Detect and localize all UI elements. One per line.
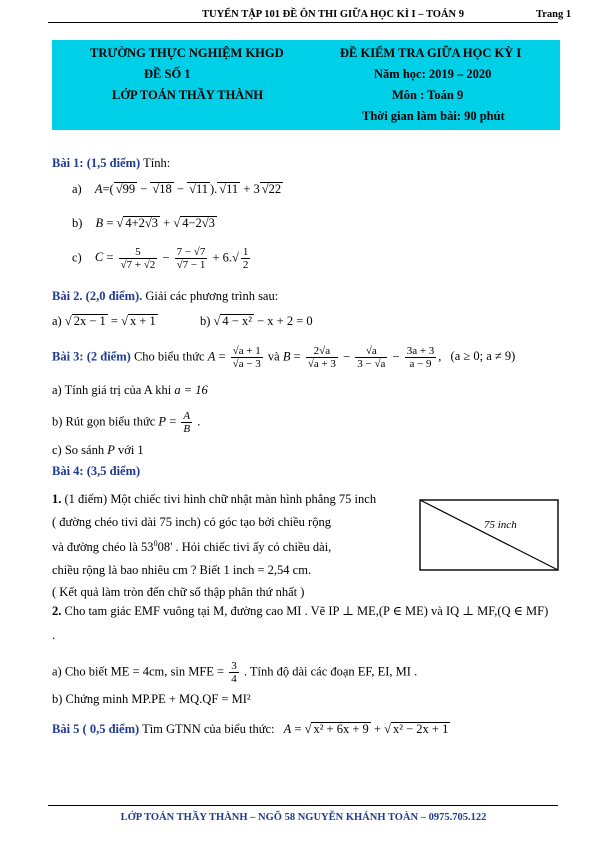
time-limit: Thời gian làm bài: 90 phút xyxy=(362,109,505,123)
bai1-instruction: Tính: xyxy=(143,156,171,170)
bai2-title: Bài 2. (2,0 điểm). xyxy=(52,289,143,303)
bai4-part2: 2. Cho tam giác EMF vuông tại M, đường cao MI . Vẽ IP ⊥ ME,(P ∈ ME) và IQ ⊥ MF,(Q ∈ MF) xyxy=(52,604,549,618)
bai3-condition: (a ≥ 0; a ≠ 9) xyxy=(450,349,516,364)
exam-header xyxy=(52,40,560,130)
exam-title: ĐỀ KIỂM TRA GIỮA HỌC KỲ I xyxy=(340,46,522,60)
tv-diagram xyxy=(418,498,562,573)
bai4-title: Bài 4: (3,5 điểm) xyxy=(52,464,141,478)
bai1-c: c) C = $\frac{5}{√7 + √2}$ − $\frac{7 - √7}{√7 - 1}$ + 6.√ $\frac{1}{2}$ xyxy=(72,246,249,271)
bai5-title: Bài 5 ( 0,5 điểm) xyxy=(52,722,140,736)
bai3-c: c) So sánh P với 1 xyxy=(52,443,144,457)
bai1-title: Bài 1: (1,5 điểm) xyxy=(52,156,141,170)
bai1-b-label: b) xyxy=(72,216,83,230)
bai2-b: b) √ 4 − x² − x + 2 = 0 xyxy=(200,314,313,328)
subject: Môn : Toán 9 xyxy=(392,88,464,102)
top-rule xyxy=(48,22,558,23)
class-name: LỚP TOÁN THẦY THÀNH xyxy=(112,88,264,102)
bai3-heading: Bài 3: (2 điểm) Cho biểu thức A = $\frac{√a + 1}{√a - 3}$ và B = $\frac{2√a}{√a + 3}$ − $\frac{√a}{3 - √a}$ − $\frac{3a + 3}{a - 9}$ , (a ≥ 0; a ≠ 9) xyxy=(52,345,516,370)
bai5-instruction: Tìm GTNN của biểu thức: xyxy=(142,722,275,736)
bai2-instruction: Giải các phương trình sau: xyxy=(145,289,279,303)
school-year: Năm học: 2019 – 2020 xyxy=(374,67,492,81)
page-number: Trang 1 xyxy=(536,9,572,20)
bai1-a-label: a) xyxy=(72,182,82,196)
bai5: Bài 5 ( 0,5 điểm) Tìm GTNN của biểu thức: A = √ x² + 6x + 9 + √ x² − 2x + 1 xyxy=(52,722,449,736)
exam-number: ĐỀ SỐ 1 xyxy=(144,67,191,81)
bai4-part2-b: b) Chứng minh MP.PE + MQ.QF = MI² xyxy=(52,692,251,706)
bai3-title: Bài 3: (2 điểm) xyxy=(52,349,131,364)
footer-rule xyxy=(48,805,558,806)
bai4-part2-a: a) Cho biết ME = 4cm, sin MFE = $\frac{3}{4}$ . Tính độ dài các đoạn EF, EI, MI . xyxy=(52,660,418,685)
footer: LỚP TOÁN THẦY THÀNH – NGÕ 58 NGUYỄN KHÁNH TOÀN – 0975.705.122 xyxy=(120,812,487,823)
running-title: TUYỂN TẬP 101 ĐỀ ÔN THI GIỮA HỌC KÌ I – TOÁN 9 xyxy=(202,9,464,20)
bai1-heading xyxy=(52,156,170,171)
bai3-instruction: Cho biểu thức xyxy=(133,349,205,364)
bai1-b: b) B = √ 4+2√3 + √ 4−2√3 xyxy=(72,216,215,230)
bai3-b: b) Rút gọn biểu thức P = $\frac{A}{B}$ . xyxy=(52,410,201,435)
bai2-heading xyxy=(52,289,278,304)
bai3-and: và xyxy=(267,349,280,364)
bai4-part1: 1. (1 điểm) Một chiếc tivi hình chữ nhật màn hình phẳng 75 inch ( đường chéo tivi dài 75 inch) có góc tạo bởi chiều rộng và đường chéo là $53^008'$ . Hỏi chiếc tivi ấy có chiều dài, chiều rộng là bao nhiêu cm ? Biết 1 inch = 2,54 cm. ( Kết quả làm tròn đến chữ số thập phân thứ nhất ) xyxy=(52,492,377,600)
bai3-a-value: a = 16 xyxy=(174,383,208,397)
bai2-a-label: a) xyxy=(52,314,62,328)
school-name: TRƯỜNG THỰC NGHIỆM KHGD xyxy=(90,46,284,60)
bai2-a: a) √ 2x − 1 = √ x + 1 xyxy=(52,314,156,328)
tv-diagonal xyxy=(420,500,558,570)
bai4-part2-dot: . xyxy=(52,628,56,642)
bai1-a: a) A=( √99 − √18 − √11 ). √11 + 3 √22 xyxy=(72,182,282,196)
tv-diagonal-label: 75 inch xyxy=(484,519,517,531)
bai2-b-label: b) xyxy=(200,314,211,328)
bai1-c-label: c) xyxy=(72,250,82,265)
bai3-a: a) Tính giá trị của A khi a = 16 xyxy=(52,383,208,397)
